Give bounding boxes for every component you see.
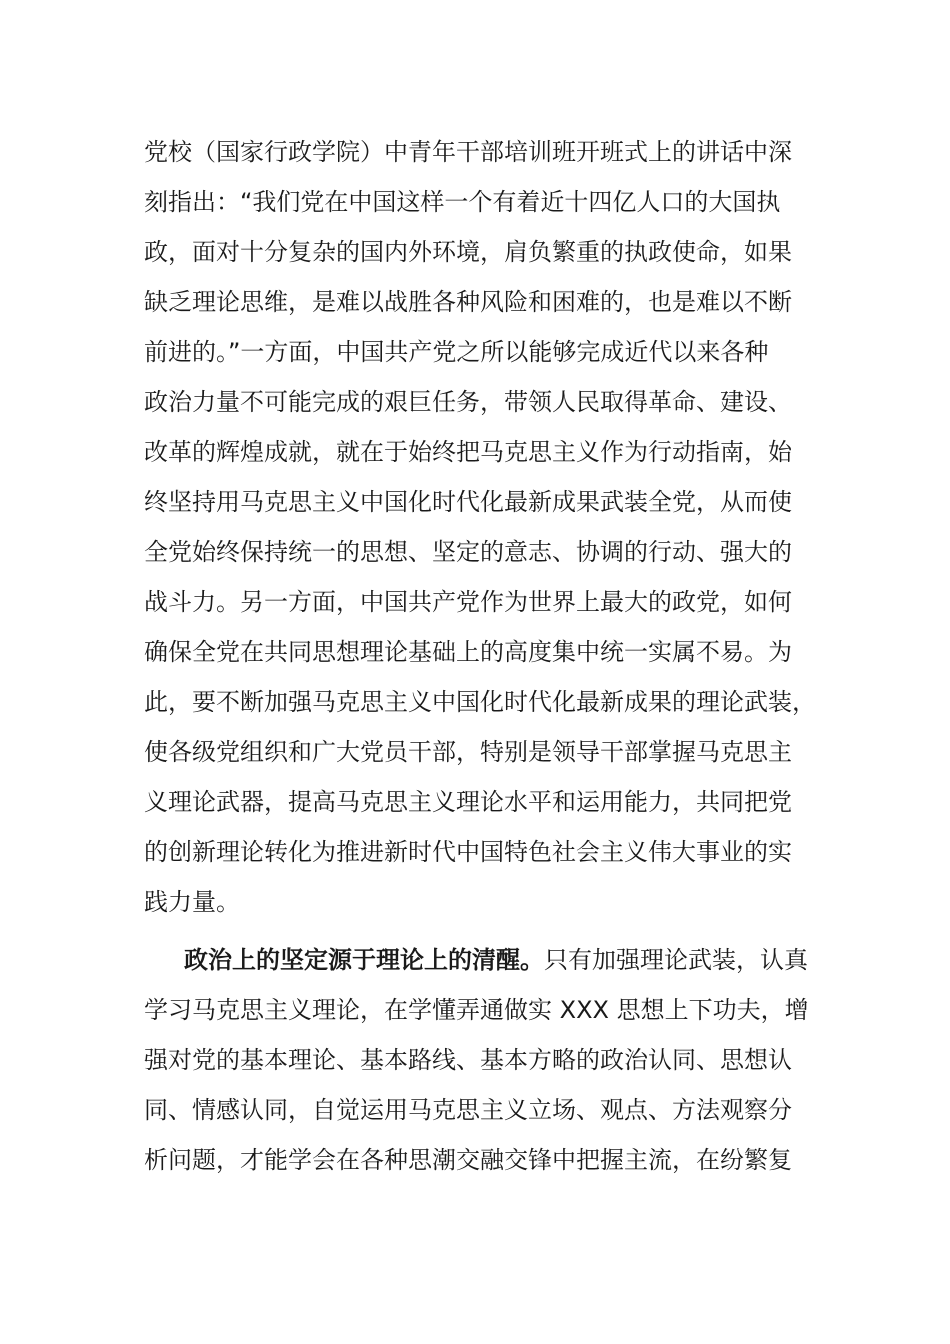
paragraph-1-line: 政，面对十分复杂的国内外环境，肩负繁重的执政使命，如果 [144,238,792,266]
paragraph-1-line: 刻指出：“我们党在中国这样一个有着近十四亿人口的大国执 [144,188,781,216]
paragraph-1-line: 的创新理论转化为推进新时代中国特色社会主义伟大事业的实 [144,838,792,866]
paragraph-1-line: 政治力量不可能完成的艰巨任务，带领人民取得革命、建设、 [144,388,792,416]
paragraph-1-line: 确保全党在共同思想理论基础上的高度集中统一实属不易。为 [144,638,792,666]
paragraph-1-line: 终坚持用马克思主义中国化时代化最新成果武装全党，从而使 [144,488,792,516]
paragraph-1-line: 前进的。”一方面，中国共产党之所以能够完成近代以来各种 [144,338,769,366]
paragraph-2-first-line-text: 只有加强理论武装，认真 [544,946,808,974]
paragraph-1-line: 全党始终保持统一的思想、坚定的意志、协调的行动、强大的 [144,538,792,566]
paragraph-1-line: 党校（国家行政学院）中青年干部培训班开班式上的讲话中深 [144,138,792,166]
paragraph-1-line: 改革的辉煌成就，就在于始终把马克思主义作为行动指南，始 [144,438,792,466]
paragraph-1-line: 缺乏理论思维，是难以战胜各种风险和困难的，也是难以不断 [144,288,792,316]
paragraph-2-line: 析问题，才能学会在各种思潮交融交锋中把握主流，在纷繁复 [144,1146,792,1174]
paragraph-2-heading: 政治上的坚定源于理论上的清醒。 [184,946,544,974]
paragraph-1-line: 此，要不断加强马克思主义中国化时代化最新成果的理论武装， [144,688,816,716]
paragraph-1 [144,127,819,927]
paragraph-2-line: 强对党的基本理论、基本路线、基本方略的政治认同、思想认 [144,1046,792,1074]
paragraph-1-line: 义理论武器，提高马克思主义理论水平和运用能力，共同把党 [144,788,792,816]
paragraph-2-first-line [144,935,819,985]
paragraph-2 [144,935,819,1185]
paragraph-2-line: 同、情感认同，自觉运用马克思主义立场、观点、方法观察分 [144,1096,792,1124]
paragraph-1-line: 使各级党组织和广大党员干部，特别是领导干部掌握马克思主 [144,738,792,766]
paragraph-1-line: 践力量。 [144,888,240,916]
paragraph-1-line: 战斗力。另一方面，中国共产党作为世界上最大的政党，如何 [144,588,792,616]
paragraph-2-line: 学习马克思主义理论，在学懂弄通做实 XXX 思想上下功夫，增 [144,996,809,1024]
